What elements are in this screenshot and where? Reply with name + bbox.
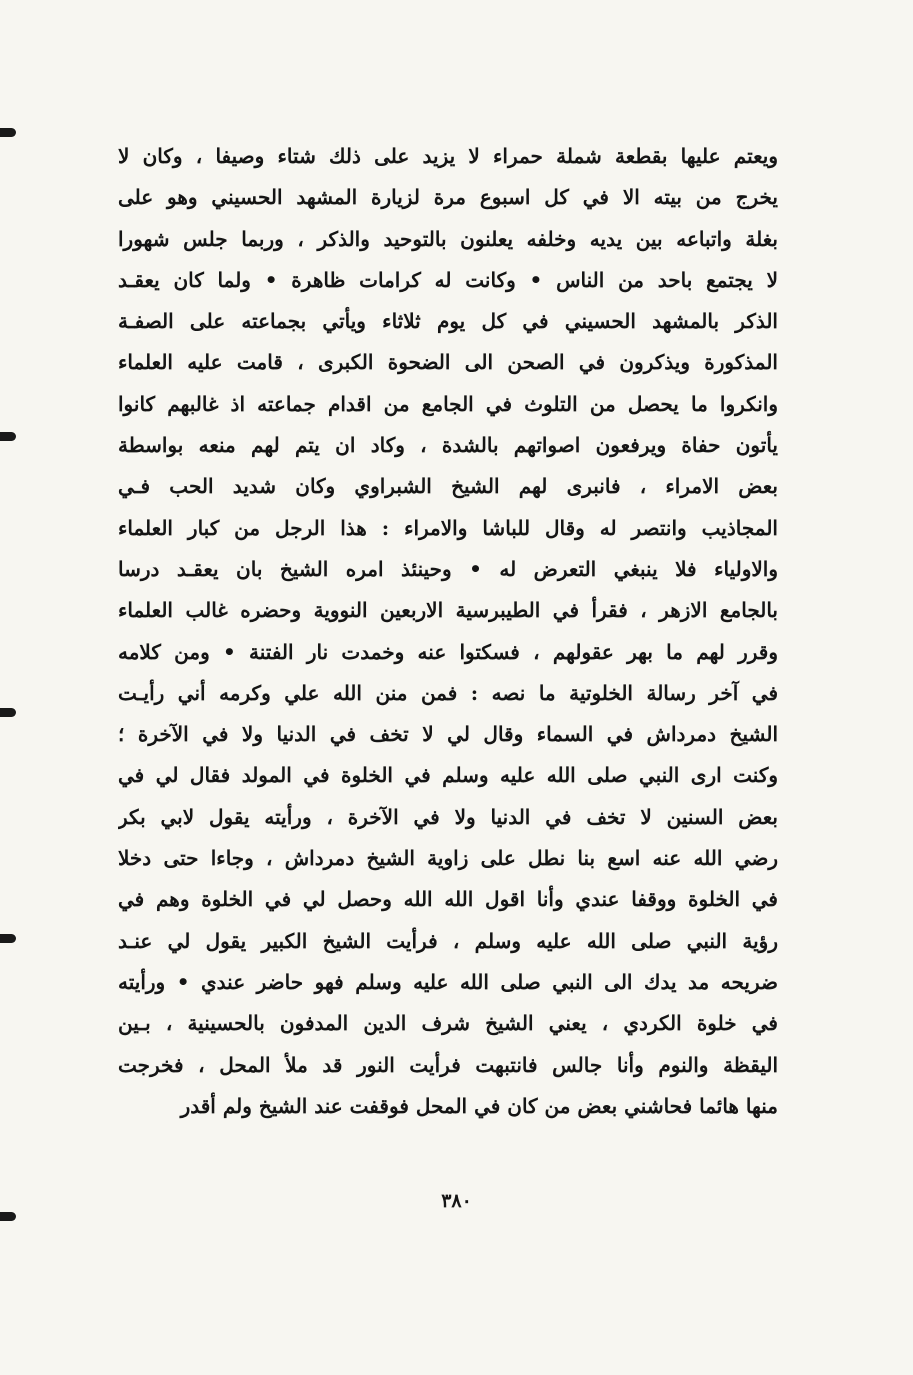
text-line: رضي الله عنه اسع بنا نطل على زاوية الشيخ دمرداش ، وجاءا حتى دخلا [118, 846, 778, 871]
text-line: ويعتم عليها بقطعة شملة حمراء لا يزيد على ذلك شتاء وصيفا ، وكان لا [118, 144, 778, 168]
text-line: وانكروا ما يحصل من التلوث في الجامع من اقدام جماعته اذ غالبهم كانوا [118, 391, 778, 416]
text-line: يخرج من بيته الا في كل اسبوع مرة لزيارة المشهد الحسيني وهو على [118, 185, 778, 210]
text-line: بغلة واتباعه بين يديه وخلفه يعلنون بالتوحيد والذكر ، وربما جلس شهورا [118, 226, 778, 251]
text-line: في خلوة الكردي ، يعني الشيخ شرف الدين المدفون بالحسينية ، بـين [118, 1011, 778, 1036]
text-line: يأتون حفاة ويرفعون اصواتهم بالشدة ، وكاد ان يتم لهم منعه بواسطة [118, 433, 778, 458]
text-line: الذكر بالمشهد الحسيني في كل يوم ثلاثاء ويأتي بجماعته على الصفـة [118, 309, 778, 334]
binding-mark [0, 708, 16, 717]
text-line: لا يجتمع باحد من الناس • وكانت له كرامات ظاهرة • ولما كان يعقـد [118, 267, 778, 292]
body-text [118, 136, 778, 1127]
binding-mark [0, 128, 16, 137]
text-line: والاولياء فلا ينبغي التعرض له • وحينئذ امره الشيخ بان يعقـد درسا [118, 556, 778, 581]
text-line: رؤية النبي صلى الله عليه وسلم ، فرأيت الشيخ الكبير يقول لي عنـد [118, 928, 778, 953]
text-line: بعض الامراء ، فانبرى لهم الشيخ الشبراوي وكان شديد الحب فـي [118, 474, 778, 499]
text-line: منها هائما فحاشني بعض من كان في المحل فوقفت عند الشيخ ولم أقدر [180, 1093, 778, 1118]
page-number: ٣٨٠ [441, 1190, 472, 1212]
text-line: ضريحه مد يدك الى النبي صلى الله عليه وسلم فهو حاضر عندي • ورأيته [118, 969, 778, 994]
text-line: اليقظة والنوم وأنا جالس فانتبهت فرأيت النور قد ملأ المحل ، فخرجت [118, 1052, 778, 1077]
text-line: المجاذيب وانتصر له وقال للباشا والامراء : هذا الرجل من كبار العلماء [118, 515, 778, 540]
text-line: بالجامع الازهر ، فقرأ في الطيبرسية الاربعين النووية وحضره غالب العلماء [118, 598, 778, 623]
text-line: بعض السنين لا تخف في الدنيا ولا في الآخرة ، ورأيته يقول لابي بكر [118, 804, 778, 829]
binding-mark [0, 934, 16, 943]
binding-mark [0, 432, 16, 441]
text-line: الشيخ دمرداش في السماء وقال لي لا تخف في الدنيا ولا في الآخرة ؛ [118, 722, 778, 747]
text-line: وكنت ارى النبي صلى الله عليه وسلم في الخلوة في المولد فقال لي في [118, 763, 778, 788]
text-line: المذكورة ويذكرون في الصحن الى الضحوة الكبرى ، قامت عليه العلماء [118, 350, 778, 375]
binding-mark [0, 1212, 16, 1221]
text-line: وقرر لهم ما بهر عقولهم ، فسكتوا عنه وخمدت نار الفتنة • ومن كلامه [118, 639, 778, 664]
text-line: في الخلوة ووقفا عندي وأنا اقول الله الله وحصل لي في الخلوة وهم في [118, 887, 778, 912]
text-line: في آخر رسالة الخلوتية ما نصه : فمن منن الله علي وكرمه أني رأيـت [118, 680, 778, 705]
